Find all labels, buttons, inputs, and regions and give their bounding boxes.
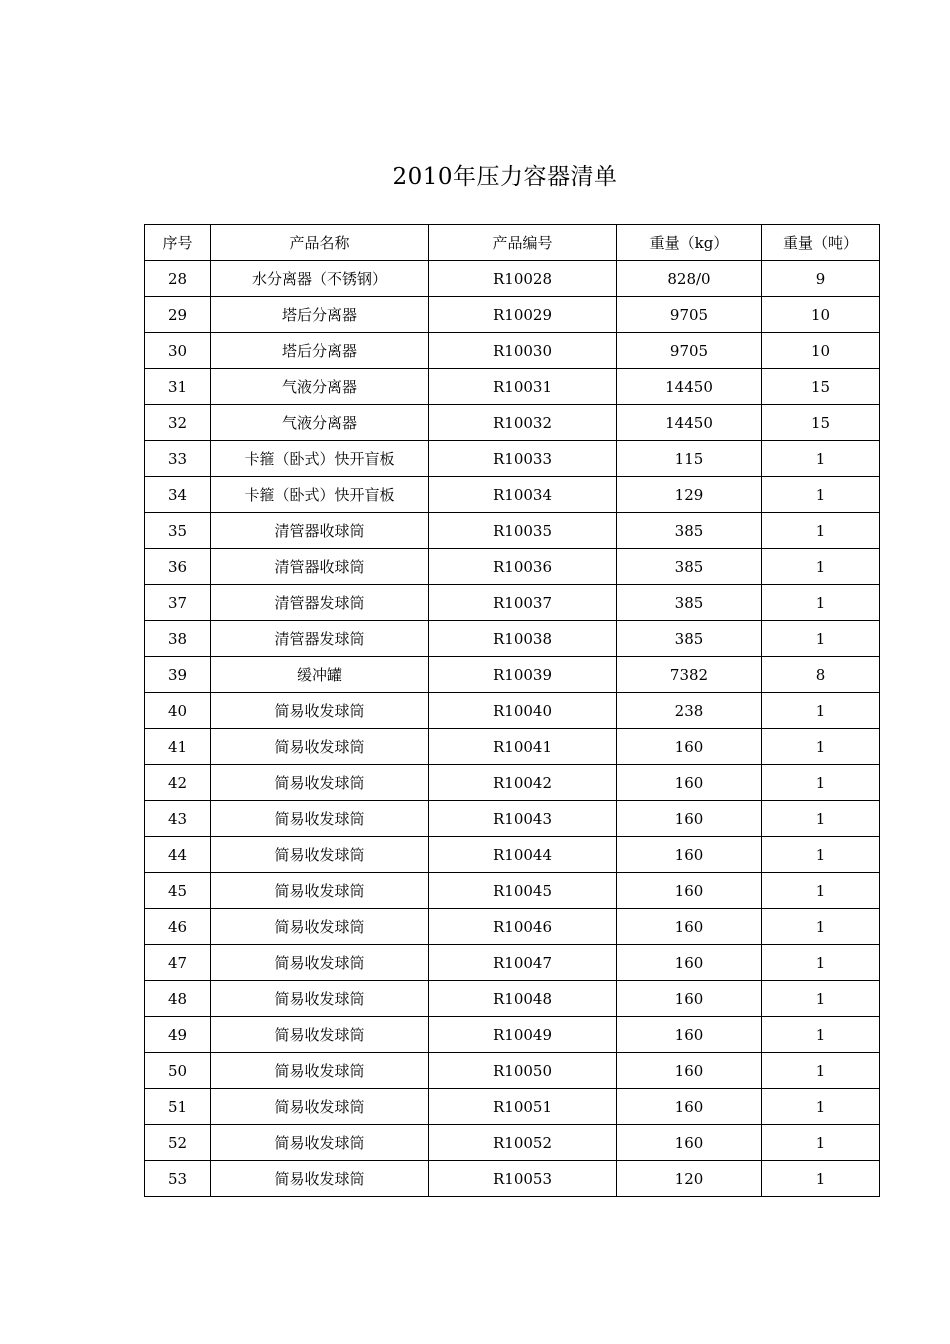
table-row	[145, 261, 880, 297]
cell-serial: 28	[145, 261, 211, 297]
cell-weight-kg: 385	[617, 513, 762, 549]
column-header-weight-kg: 重量（kg）	[617, 225, 762, 261]
table-row	[145, 441, 880, 477]
cell-weight-kg: 9705	[617, 333, 762, 369]
cell-weight-ton: 1	[762, 441, 880, 477]
cell-serial: 32	[145, 405, 211, 441]
cell-weight-ton: 1	[762, 549, 880, 585]
cell-weight-ton: 1	[762, 765, 880, 801]
cell-serial: 37	[145, 585, 211, 621]
cell-weight-ton: 1	[762, 477, 880, 513]
table-row	[145, 765, 880, 801]
cell-weight-kg: 160	[617, 801, 762, 837]
cell-weight-kg: 828/0	[617, 261, 762, 297]
cell-serial: 45	[145, 873, 211, 909]
cell-product-name: 简易收发球筒	[211, 1161, 429, 1197]
cell-weight-kg: 385	[617, 549, 762, 585]
cell-product-code: R10042	[429, 765, 617, 801]
cell-serial: 36	[145, 549, 211, 585]
table-row	[145, 405, 880, 441]
cell-weight-kg: 385	[617, 585, 762, 621]
cell-product-code: R10033	[429, 441, 617, 477]
cell-serial: 44	[145, 837, 211, 873]
table-row	[145, 1017, 880, 1053]
cell-weight-kg: 7382	[617, 657, 762, 693]
cell-product-name: 简易收发球筒	[211, 1125, 429, 1161]
table-row	[145, 1053, 880, 1089]
table-row	[145, 477, 880, 513]
cell-product-code: R10037	[429, 585, 617, 621]
cell-product-name: 简易收发球筒	[211, 801, 429, 837]
cell-serial: 49	[145, 1017, 211, 1053]
cell-product-name: 简易收发球筒	[211, 909, 429, 945]
cell-serial: 29	[145, 297, 211, 333]
cell-serial: 35	[145, 513, 211, 549]
table-row	[145, 873, 880, 909]
table-row	[145, 981, 880, 1017]
cell-weight-ton: 1	[762, 693, 880, 729]
cell-product-code: R10041	[429, 729, 617, 765]
column-header-serial: 序号	[145, 225, 211, 261]
cell-product-code: R10030	[429, 333, 617, 369]
cell-serial: 51	[145, 1089, 211, 1125]
cell-serial: 34	[145, 477, 211, 513]
cell-weight-ton: 15	[762, 369, 880, 405]
page-title: 2010年压力容器清单	[392, 164, 618, 190]
cell-product-name: 简易收发球筒	[211, 873, 429, 909]
cell-weight-ton: 1	[762, 1161, 880, 1197]
cell-product-name: 简易收发球筒	[211, 1089, 429, 1125]
cell-product-name: 卡箍（卧式）快开盲板	[211, 441, 429, 477]
cell-weight-kg: 160	[617, 1053, 762, 1089]
table-header-row	[145, 225, 880, 261]
cell-product-code: R10047	[429, 945, 617, 981]
cell-weight-ton: 1	[762, 1053, 880, 1089]
cell-weight-kg: 115	[617, 441, 762, 477]
cell-serial: 40	[145, 693, 211, 729]
cell-weight-kg: 14450	[617, 405, 762, 441]
cell-product-code: R10035	[429, 513, 617, 549]
cell-product-name: 清管器收球筒	[211, 549, 429, 585]
table-row	[145, 1089, 880, 1125]
cell-product-name: 清管器发球筒	[211, 621, 429, 657]
cell-product-name: 气液分离器	[211, 369, 429, 405]
cell-product-code: R10040	[429, 693, 617, 729]
cell-product-name: 简易收发球筒	[211, 1053, 429, 1089]
cell-serial: 31	[145, 369, 211, 405]
cell-serial: 43	[145, 801, 211, 837]
cell-weight-kg: 160	[617, 1125, 762, 1161]
cell-weight-ton: 1	[762, 801, 880, 837]
cell-product-code: R10043	[429, 801, 617, 837]
cell-weight-ton: 8	[762, 657, 880, 693]
cell-weight-kg: 129	[617, 477, 762, 513]
cell-weight-ton: 9	[762, 261, 880, 297]
table-row	[145, 369, 880, 405]
cell-product-name: 水分离器（不锈钢）	[211, 261, 429, 297]
cell-weight-kg: 160	[617, 765, 762, 801]
table-row	[145, 801, 880, 837]
cell-product-name: 简易收发球筒	[211, 945, 429, 981]
cell-product-code: R10045	[429, 873, 617, 909]
cell-product-code: R10034	[429, 477, 617, 513]
cell-weight-ton: 10	[762, 297, 880, 333]
cell-product-code: R10044	[429, 837, 617, 873]
cell-product-name: 简易收发球筒	[211, 1017, 429, 1053]
cell-product-name: 塔后分离器	[211, 333, 429, 369]
table-row	[145, 585, 880, 621]
cell-product-code: R10031	[429, 369, 617, 405]
cell-weight-kg: 160	[617, 981, 762, 1017]
cell-weight-kg: 160	[617, 729, 762, 765]
cell-weight-ton: 1	[762, 621, 880, 657]
column-header-product-name: 产品名称	[211, 225, 429, 261]
cell-weight-ton: 1	[762, 1125, 880, 1161]
cell-product-name: 简易收发球筒	[211, 837, 429, 873]
cell-weight-ton: 1	[762, 1089, 880, 1125]
cell-serial: 39	[145, 657, 211, 693]
table-row	[145, 297, 880, 333]
cell-serial: 47	[145, 945, 211, 981]
cell-weight-kg: 9705	[617, 297, 762, 333]
cell-product-code: R10046	[429, 909, 617, 945]
cell-product-name: 清管器收球筒	[211, 513, 429, 549]
column-header-weight-ton: 重量（吨）	[762, 225, 880, 261]
cell-weight-kg: 160	[617, 909, 762, 945]
cell-weight-ton: 1	[762, 585, 880, 621]
cell-serial: 38	[145, 621, 211, 657]
column-header-product-code: 产品编号	[429, 225, 617, 261]
cell-product-code: R10050	[429, 1053, 617, 1089]
cell-weight-ton: 1	[762, 945, 880, 981]
cell-product-name: 清管器发球筒	[211, 585, 429, 621]
cell-serial: 52	[145, 1125, 211, 1161]
table-body	[145, 261, 880, 1197]
cell-serial: 41	[145, 729, 211, 765]
cell-serial: 30	[145, 333, 211, 369]
pressure-vessel-table	[144, 224, 880, 1197]
cell-weight-ton: 1	[762, 981, 880, 1017]
cell-product-code: R10029	[429, 297, 617, 333]
table-row	[145, 1161, 880, 1197]
cell-weight-kg: 160	[617, 837, 762, 873]
cell-product-code: R10053	[429, 1161, 617, 1197]
cell-product-code: R10038	[429, 621, 617, 657]
cell-product-name: 卡箍（卧式）快开盲板	[211, 477, 429, 513]
table-row	[145, 657, 880, 693]
table-row	[145, 693, 880, 729]
cell-serial: 48	[145, 981, 211, 1017]
table-row	[145, 549, 880, 585]
table-row	[145, 333, 880, 369]
table-row	[145, 837, 880, 873]
cell-weight-kg: 160	[617, 873, 762, 909]
cell-weight-ton: 15	[762, 405, 880, 441]
cell-weight-ton: 1	[762, 729, 880, 765]
table-row	[145, 1125, 880, 1161]
cell-product-code: R10051	[429, 1089, 617, 1125]
cell-weight-ton: 1	[762, 513, 880, 549]
cell-product-code: R10049	[429, 1017, 617, 1053]
cell-serial: 46	[145, 909, 211, 945]
table-row	[145, 909, 880, 945]
cell-weight-ton: 10	[762, 333, 880, 369]
cell-product-code: R10048	[429, 981, 617, 1017]
cell-product-name: 简易收发球筒	[211, 729, 429, 765]
cell-weight-ton: 1	[762, 873, 880, 909]
cell-weight-ton: 1	[762, 909, 880, 945]
cell-product-code: R10052	[429, 1125, 617, 1161]
cell-weight-kg: 14450	[617, 369, 762, 405]
table-row	[145, 729, 880, 765]
cell-weight-kg: 160	[617, 1089, 762, 1125]
cell-serial: 53	[145, 1161, 211, 1197]
cell-product-code: R10032	[429, 405, 617, 441]
cell-product-name: 简易收发球筒	[211, 765, 429, 801]
table-row	[145, 945, 880, 981]
cell-serial: 33	[145, 441, 211, 477]
cell-weight-kg: 238	[617, 693, 762, 729]
cell-weight-ton: 1	[762, 837, 880, 873]
cell-product-name: 简易收发球筒	[211, 981, 429, 1017]
cell-product-name: 气液分离器	[211, 405, 429, 441]
cell-product-code: R10028	[429, 261, 617, 297]
table-row	[145, 513, 880, 549]
cell-product-code: R10036	[429, 549, 617, 585]
cell-serial: 42	[145, 765, 211, 801]
cell-product-name: 塔后分离器	[211, 297, 429, 333]
cell-weight-kg: 160	[617, 1017, 762, 1053]
cell-serial: 50	[145, 1053, 211, 1089]
cell-weight-kg: 160	[617, 945, 762, 981]
cell-weight-kg: 120	[617, 1161, 762, 1197]
cell-product-name: 缓冲罐	[211, 657, 429, 693]
cell-weight-ton: 1	[762, 1017, 880, 1053]
cell-product-name: 简易收发球筒	[211, 693, 429, 729]
cell-weight-kg: 385	[617, 621, 762, 657]
cell-product-code: R10039	[429, 657, 617, 693]
table-row	[145, 621, 880, 657]
